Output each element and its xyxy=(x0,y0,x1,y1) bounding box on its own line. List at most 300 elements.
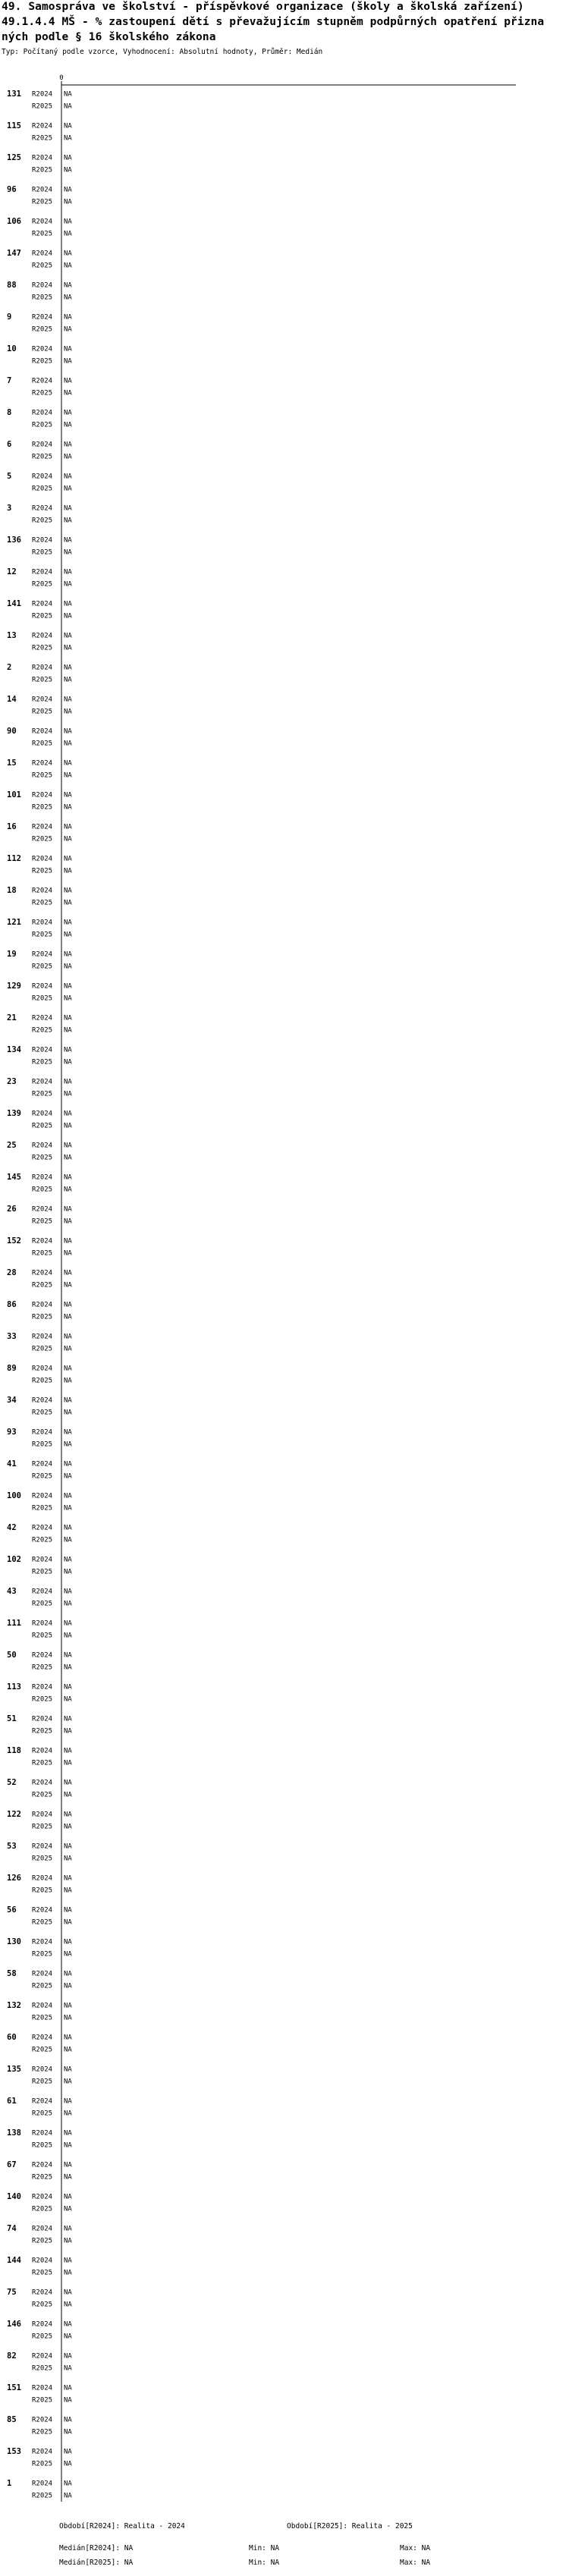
series-label: R2024 xyxy=(32,1110,53,1118)
category-label: 25 xyxy=(7,1141,17,1150)
data-label: NA xyxy=(64,740,72,748)
series-label: R2025 xyxy=(32,421,53,429)
category-label: 101 xyxy=(7,790,21,800)
data-label: NA xyxy=(64,950,72,959)
category-label: 60 xyxy=(7,2033,17,2042)
x-tick-label: 0 xyxy=(59,74,64,82)
category-label: 50 xyxy=(7,1651,17,1660)
series-label: R2024 xyxy=(32,727,53,736)
category-label: 151 xyxy=(7,2383,21,2392)
data-label: NA xyxy=(64,696,72,704)
data-label: NA xyxy=(64,1588,72,1596)
series-label: R2024 xyxy=(32,1014,53,1023)
data-label: NA xyxy=(64,1823,72,1831)
series-label: R2024 xyxy=(32,1938,53,1946)
series-label: R2024 xyxy=(32,2384,53,2392)
data-label: NA xyxy=(64,2301,72,2309)
data-label: NA xyxy=(64,517,72,525)
category-label: 53 xyxy=(7,1842,17,1851)
category-label: 82 xyxy=(7,2351,17,2361)
series-label: R2024 xyxy=(32,1970,53,1978)
data-label: NA xyxy=(64,1759,72,1767)
series-label: R2024 xyxy=(32,1365,53,1373)
series-label: R2025 xyxy=(32,198,53,206)
series-label: R2024 xyxy=(32,1205,53,1214)
category-label: 88 xyxy=(7,281,17,290)
data-label: NA xyxy=(64,1078,72,1086)
data-label: NA xyxy=(64,1440,72,1449)
series-label: R2025 xyxy=(32,548,53,557)
series-label: R2025 xyxy=(32,325,53,334)
series-label: R2024 xyxy=(32,186,53,194)
series-label: R2024 xyxy=(32,2066,53,2074)
category-label: 5 xyxy=(7,472,12,481)
data-label: NA xyxy=(64,2129,72,2138)
series-label: R2025 xyxy=(32,2205,53,2213)
series-label: R2024 xyxy=(32,2161,53,2169)
series-label: R2025 xyxy=(32,1759,53,1767)
data-label: NA xyxy=(64,887,72,895)
data-label: NA xyxy=(64,313,72,322)
data-label: NA xyxy=(64,1460,72,1469)
category-label: 18 xyxy=(7,886,17,895)
series-label: R2025 xyxy=(32,1536,53,1544)
data-label: NA xyxy=(64,1173,72,1182)
data-label: NA xyxy=(64,1301,72,1309)
series-label: R2025 xyxy=(32,485,53,493)
series-label: R2025 xyxy=(32,835,53,843)
series-label: R2024 xyxy=(32,154,53,162)
data-label: NA xyxy=(64,1333,72,1341)
series-label: R2025 xyxy=(32,262,53,270)
series-label: R2025 xyxy=(32,134,53,143)
data-label: NA xyxy=(64,1619,72,1628)
category-label: 10 xyxy=(7,344,17,353)
data-label: NA xyxy=(64,122,72,130)
data-label: NA xyxy=(64,1811,72,1819)
data-label: NA xyxy=(64,2257,72,2265)
data-label: NA xyxy=(64,134,72,143)
max-r2024: Max: NA xyxy=(400,2544,431,2552)
series-label: R2024 xyxy=(32,1460,53,1469)
data-label: NA xyxy=(64,1779,72,1787)
category-label: 6 xyxy=(7,440,12,449)
category-label: 144 xyxy=(7,2256,21,2265)
data-label: NA xyxy=(64,2097,72,2106)
category-label: 132 xyxy=(7,2001,21,2010)
data-label: NA xyxy=(64,1524,72,1532)
series-label: R2025 xyxy=(32,708,53,716)
data-label: NA xyxy=(64,1026,72,1035)
data-label: NA xyxy=(64,2034,72,2042)
data-label: NA xyxy=(64,218,72,226)
series-label: R2024 xyxy=(32,1874,53,1883)
chart-subtitle: Typ: Počítaný podle vzorce, Vyhodnocení: Absolutní hodnoty, Průměr: Medián xyxy=(2,48,323,56)
category-label: 113 xyxy=(7,1682,21,1692)
category-label: 100 xyxy=(7,1491,21,1500)
category-label: 67 xyxy=(7,2160,17,2169)
data-label: NA xyxy=(64,2046,72,2054)
data-label: NA xyxy=(64,835,72,843)
series-label: R2024 xyxy=(32,2480,53,2488)
series-label: R2024 xyxy=(32,855,53,863)
series-label: R2025 xyxy=(32,1855,53,1863)
category-label: 8 xyxy=(7,408,12,417)
legend-period-r2024: Období[R2024]: Realita - 2024 xyxy=(59,2522,185,2530)
category-label: 135 xyxy=(7,2065,21,2074)
category-label: 21 xyxy=(7,1013,17,1023)
series-label: R2025 xyxy=(32,294,53,302)
category-label: 14 xyxy=(7,695,17,704)
series-label: R2025 xyxy=(32,1982,53,1990)
data-label: NA xyxy=(64,855,72,863)
data-label: NA xyxy=(64,1683,72,1692)
series-label: R2024 xyxy=(32,568,53,576)
category-label: 89 xyxy=(7,1364,17,1373)
series-label: R2025 xyxy=(32,1026,53,1035)
data-label: NA xyxy=(64,963,72,971)
data-label: NA xyxy=(64,473,72,481)
series-label: R2024 xyxy=(32,2289,53,2297)
data-label: NA xyxy=(64,1950,72,1959)
data-label: NA xyxy=(64,580,72,589)
series-label: R2024 xyxy=(32,122,53,130)
series-label: R2024 xyxy=(32,632,53,640)
data-label: NA xyxy=(64,1536,72,1544)
series-label: R2025 xyxy=(32,166,53,174)
category-label: 121 xyxy=(7,918,21,927)
data-label: NA xyxy=(64,2237,72,2245)
data-label: NA xyxy=(64,1313,72,1321)
series-label: R2025 xyxy=(32,1058,53,1067)
data-label: NA xyxy=(64,281,72,290)
data-label: NA xyxy=(64,803,72,812)
data-label: NA xyxy=(64,612,72,620)
series-label: R2025 xyxy=(32,1791,53,1799)
data-label: NA xyxy=(64,632,72,640)
series-label: R2024 xyxy=(32,1301,53,1309)
series-label: R2025 xyxy=(32,1249,53,1258)
series-label: R2024 xyxy=(32,1811,53,1819)
data-label: NA xyxy=(64,1632,72,1640)
data-label: NA xyxy=(64,2364,72,2373)
category-label: 7 xyxy=(7,376,12,385)
series-label: R2025 xyxy=(32,2173,53,2182)
data-label: NA xyxy=(64,2141,72,2150)
category-label: 90 xyxy=(7,727,17,736)
data-label: NA xyxy=(64,2014,72,2022)
series-label: R2025 xyxy=(32,1186,53,1194)
series-label: R2024 xyxy=(32,250,53,258)
data-label: NA xyxy=(64,2320,72,2329)
data-label: NA xyxy=(64,250,72,258)
data-label: NA xyxy=(64,727,72,736)
series-label: R2025 xyxy=(32,389,53,397)
data-label: NA xyxy=(64,899,72,907)
series-label: R2025 xyxy=(32,1313,53,1321)
data-label: NA xyxy=(64,1046,72,1054)
data-label: NA xyxy=(64,1014,72,1023)
series-label: R2025 xyxy=(32,1568,53,1576)
series-label: R2025 xyxy=(32,2333,53,2341)
series-label: R2025 xyxy=(32,2428,53,2436)
series-label: R2025 xyxy=(32,2141,53,2150)
data-label: NA xyxy=(64,1122,72,1130)
series-label: R2025 xyxy=(32,1727,53,1736)
data-label: NA xyxy=(64,357,72,366)
series-label: R2025 xyxy=(32,2014,53,2022)
chart-title-line-2: 49.1.4.4 MŠ - % zastoupení dětí s převažujícím stupněm podpůrných opatření přizna xyxy=(2,16,545,28)
category-label: 52 xyxy=(7,1778,17,1787)
series-label: R2025 xyxy=(32,963,53,971)
series-label: R2024 xyxy=(32,1524,53,1532)
data-label: NA xyxy=(64,2161,72,2169)
series-label: R2024 xyxy=(32,1333,53,1341)
category-label: 141 xyxy=(7,599,21,608)
data-label: NA xyxy=(64,1058,72,1067)
series-label: R2024 xyxy=(32,1747,53,1755)
data-label: NA xyxy=(64,2492,72,2500)
data-label: NA xyxy=(64,1345,72,1353)
series-label: R2024 xyxy=(32,919,53,927)
series-label: R2025 xyxy=(32,867,53,875)
series-label: R2025 xyxy=(32,580,53,589)
data-label: NA xyxy=(64,1142,72,1150)
data-label: NA xyxy=(64,1249,72,1258)
data-label: NA xyxy=(64,1281,72,1290)
series-label: R2025 xyxy=(32,803,53,812)
data-label: NA xyxy=(64,1504,72,1513)
data-label: NA xyxy=(64,1727,72,1736)
data-label: NA xyxy=(64,198,72,206)
data-label: NA xyxy=(64,1409,72,1417)
category-label: 15 xyxy=(7,759,17,768)
series-label: R2025 xyxy=(32,2301,53,2309)
data-label: NA xyxy=(64,409,72,417)
data-label: NA xyxy=(64,1747,72,1755)
data-label: NA xyxy=(64,90,72,99)
category-label: 134 xyxy=(7,1045,21,1054)
series-label: R2024 xyxy=(32,90,53,99)
category-label: 147 xyxy=(7,249,21,258)
median-r2024: Medián[R2024]: NA xyxy=(59,2544,134,2552)
category-label: 106 xyxy=(7,217,21,226)
category-label: 102 xyxy=(7,1555,21,1564)
data-label: NA xyxy=(64,1791,72,1799)
series-label: R2025 xyxy=(32,2396,53,2405)
category-label: 130 xyxy=(7,1937,21,1946)
data-label: NA xyxy=(64,2416,72,2424)
max-r2025: Max: NA xyxy=(400,2559,431,2567)
series-label: R2024 xyxy=(32,1428,53,1437)
series-label: R2024 xyxy=(32,313,53,322)
data-label: NA xyxy=(64,2480,72,2488)
series-label: R2024 xyxy=(32,2257,53,2265)
min-r2025: Min: NA xyxy=(249,2559,280,2567)
data-label: NA xyxy=(64,1205,72,1214)
category-label: 23 xyxy=(7,1077,17,1086)
series-label: R2025 xyxy=(32,771,53,780)
category-label: 75 xyxy=(7,2288,17,2297)
category-label: 42 xyxy=(7,1523,17,1532)
data-label: NA xyxy=(64,1110,72,1118)
series-label: R2024 xyxy=(32,2034,53,2042)
series-label: R2025 xyxy=(32,1695,53,1704)
category-label: 74 xyxy=(7,2224,17,2233)
data-label: NA xyxy=(64,867,72,875)
data-label: NA xyxy=(64,1600,72,1608)
category-label: 153 xyxy=(7,2447,21,2456)
series-label: R2025 xyxy=(32,1217,53,1226)
chart-title-line-3: ných podle § 16 školského zákona xyxy=(2,31,216,43)
series-label: R2025 xyxy=(32,899,53,907)
series-label: R2025 xyxy=(32,1886,53,1895)
series-label: R2024 xyxy=(32,759,53,768)
series-label: R2024 xyxy=(32,1396,53,1405)
series-label: R2025 xyxy=(32,2237,53,2245)
category-label: 131 xyxy=(7,90,21,99)
data-label: NA xyxy=(64,102,72,111)
category-label: 58 xyxy=(7,1969,17,1978)
data-label: NA xyxy=(64,1396,72,1405)
data-label: NA xyxy=(64,548,72,557)
series-label: R2024 xyxy=(32,504,53,513)
series-label: R2025 xyxy=(32,1281,53,1290)
category-label: 16 xyxy=(7,822,17,831)
data-label: NA xyxy=(64,1982,72,1990)
data-label: NA xyxy=(64,389,72,397)
category-label: 61 xyxy=(7,2097,17,2106)
data-label: NA xyxy=(64,676,72,684)
series-label: R2025 xyxy=(32,1504,53,1513)
data-label: NA xyxy=(64,377,72,385)
series-label: R2024 xyxy=(32,1842,53,1851)
series-label: R2025 xyxy=(32,102,53,111)
data-label: NA xyxy=(64,230,72,238)
legend-period-r2025: Období[R2025]: Realita - 2025 xyxy=(287,2522,413,2530)
data-label: NA xyxy=(64,759,72,768)
series-label: R2024 xyxy=(32,1779,53,1787)
category-label: 13 xyxy=(7,631,17,640)
series-label: R2024 xyxy=(32,2002,53,2010)
series-label: R2025 xyxy=(32,1472,53,1481)
series-label: R2025 xyxy=(32,1600,53,1608)
category-label: 96 xyxy=(7,185,17,194)
series-label: R2025 xyxy=(32,2364,53,2373)
series-label: R2024 xyxy=(32,600,53,608)
category-label: 28 xyxy=(7,1268,17,1277)
data-label: NA xyxy=(64,2448,72,2456)
series-label: R2025 xyxy=(32,1377,53,1385)
data-label: NA xyxy=(64,2193,72,2201)
data-label: NA xyxy=(64,1886,72,1895)
data-label: NA xyxy=(64,1237,72,1246)
data-label: NA xyxy=(64,919,72,927)
data-label: NA xyxy=(64,1217,72,1226)
data-label: NA xyxy=(64,1663,72,1672)
data-label: NA xyxy=(64,2384,72,2392)
data-label: NA xyxy=(64,262,72,270)
series-label: R2025 xyxy=(32,2492,53,2500)
data-label: NA xyxy=(64,1938,72,1946)
series-label: R2025 xyxy=(32,2269,53,2277)
category-label: 85 xyxy=(7,2415,17,2424)
data-label: NA xyxy=(64,1918,72,1927)
series-label: R2024 xyxy=(32,2193,53,2201)
series-label: R2025 xyxy=(32,357,53,366)
data-label: NA xyxy=(64,771,72,780)
data-label: NA xyxy=(64,2289,72,2297)
series-label: R2024 xyxy=(32,1269,53,1277)
series-label: R2024 xyxy=(32,473,53,481)
data-label: NA xyxy=(64,1269,72,1277)
series-label: R2025 xyxy=(32,1918,53,1927)
data-label: NA xyxy=(64,441,72,449)
data-label: NA xyxy=(64,1970,72,1978)
series-label: R2024 xyxy=(32,1078,53,1086)
data-label: NA xyxy=(64,1186,72,1194)
data-label: NA xyxy=(64,1568,72,1576)
series-label: R2024 xyxy=(32,409,53,417)
category-label: 26 xyxy=(7,1205,17,1214)
category-label: 33 xyxy=(7,1332,17,1341)
series-label: R2024 xyxy=(32,982,53,991)
data-label: NA xyxy=(64,154,72,162)
data-label: NA xyxy=(64,1365,72,1373)
series-label: R2025 xyxy=(32,1154,53,1162)
series-label: R2024 xyxy=(32,2225,53,2233)
category-label: 125 xyxy=(7,153,21,162)
series-label: R2025 xyxy=(32,1632,53,1640)
data-label: NA xyxy=(64,982,72,991)
series-label: R2024 xyxy=(32,2448,53,2456)
series-label: R2024 xyxy=(32,2097,53,2106)
series-label: R2025 xyxy=(32,2460,53,2468)
data-label: NA xyxy=(64,1874,72,1883)
series-label: R2025 xyxy=(32,612,53,620)
series-label: R2025 xyxy=(32,1823,53,1831)
series-label: R2024 xyxy=(32,1046,53,1054)
data-label: NA xyxy=(64,186,72,194)
series-label: R2024 xyxy=(32,1683,53,1692)
category-label: 2 xyxy=(7,663,12,672)
category-label: 43 xyxy=(7,1587,17,1596)
data-label: NA xyxy=(64,2173,72,2182)
series-label: R2024 xyxy=(32,887,53,895)
series-label: R2024 xyxy=(32,345,53,353)
data-label: NA xyxy=(64,568,72,576)
data-label: NA xyxy=(64,2352,72,2361)
data-label: NA xyxy=(64,2269,72,2277)
data-label: NA xyxy=(64,2225,72,2233)
data-label: NA xyxy=(64,2205,72,2213)
data-label: NA xyxy=(64,2066,72,2074)
series-label: R2025 xyxy=(32,517,53,525)
series-label: R2024 xyxy=(32,1492,53,1500)
data-label: NA xyxy=(64,166,72,174)
series-label: R2024 xyxy=(32,281,53,290)
category-label: 136 xyxy=(7,536,21,545)
data-label: NA xyxy=(64,485,72,493)
series-label: R2025 xyxy=(32,1663,53,1672)
category-label: 34 xyxy=(7,1396,17,1405)
series-label: R2024 xyxy=(32,218,53,226)
category-label: 139 xyxy=(7,1109,21,1118)
series-label: R2024 xyxy=(32,1237,53,1246)
data-label: NA xyxy=(64,325,72,334)
series-label: R2025 xyxy=(32,1122,53,1130)
category-label: 146 xyxy=(7,2320,21,2329)
